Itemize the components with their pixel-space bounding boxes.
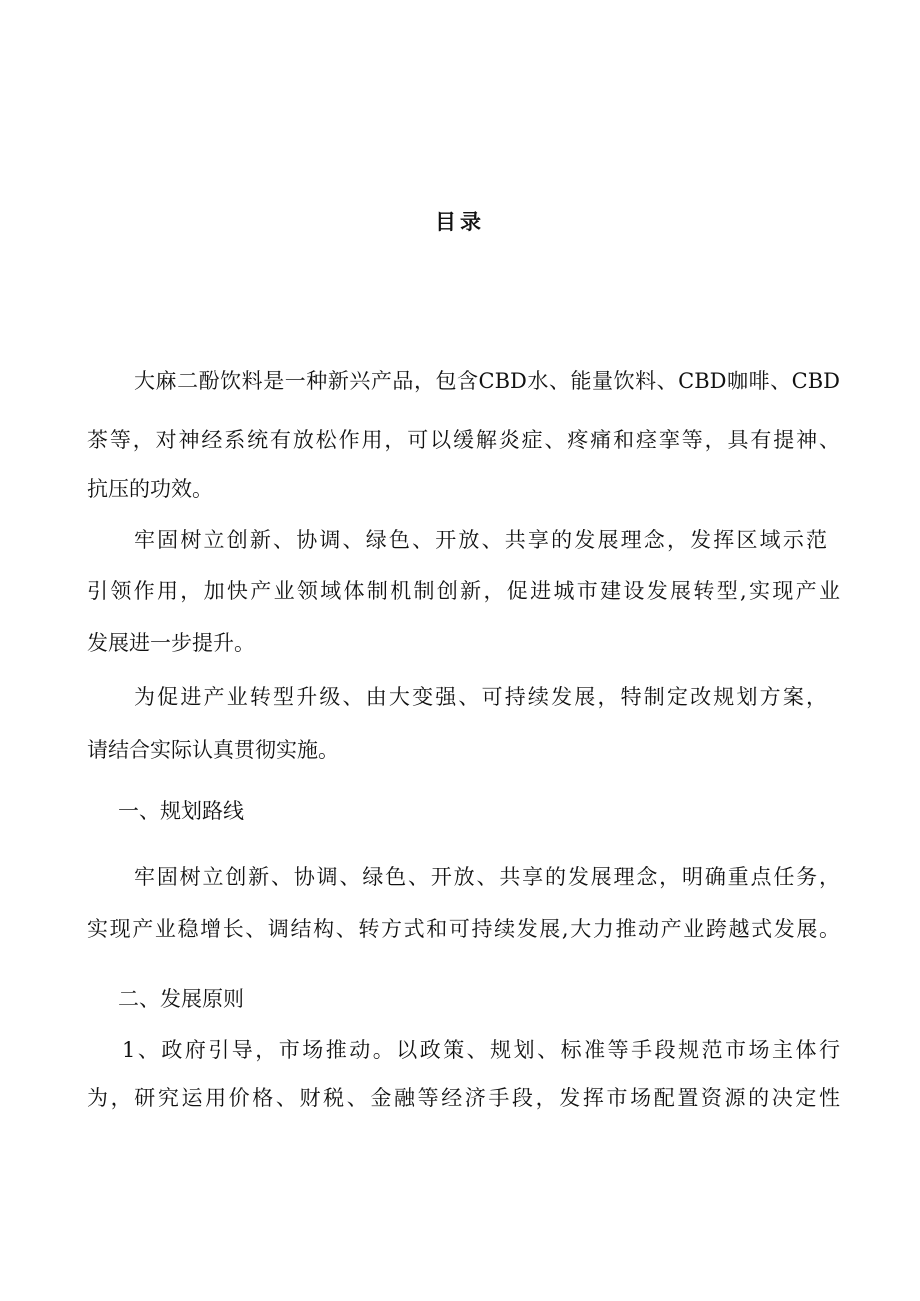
paragraph-1-line-1: 大麻二酚饮料是一种新兴产品，包含CBD水、能量饮料、CBD咖啡、CBD bbox=[134, 369, 840, 393]
section-1-heading: 一、规划路线 bbox=[118, 799, 244, 823]
section-1-line-2: 实现产业稳增长、调结构、转方式和可持续发展,大力推动产业跨越式发展。 bbox=[87, 917, 840, 941]
paragraph-2-line-3: 发展进一步提升。 bbox=[87, 631, 255, 655]
paragraph-3-line-2: 请结合实际认真贯彻实施。 bbox=[87, 738, 339, 762]
paragraph-1-line-2: 茶等，对神经系统有放松作用，可以缓解炎症、疼痛和痉挛等，具有提神、 bbox=[87, 428, 840, 452]
paragraph-2-line-2: 引领作用，加快产业领域体制机制创新，促进城市建设发展转型,实现产业 bbox=[87, 579, 840, 603]
paragraph-1-line-3: 抗压的功效。 bbox=[87, 477, 213, 501]
document-title: 目录 bbox=[435, 210, 485, 234]
section-2-line-2: 为，研究运用价格、财税、金融等经济手段，发挥市场配置资源的决定性 bbox=[87, 1086, 840, 1110]
paragraph-3-line-1: 为促进产业转型升级、由大变强、可持续发展，特制定改规划方案， bbox=[134, 685, 827, 709]
section-1-line-1: 牢固树立创新、协调、绿色、开放、共享的发展理念，明确重点任务， bbox=[134, 865, 840, 889]
section-2-heading: 二、发展原则 bbox=[118, 987, 244, 1011]
paragraph-2-line-1: 牢固树立创新、协调、绿色、开放、共享的发展理念，发挥区域示范 bbox=[134, 528, 827, 552]
section-2-line-1: 1、政府引导，市场推动。以政策、规划、标准等手段规范市场主体行 bbox=[122, 1038, 840, 1062]
